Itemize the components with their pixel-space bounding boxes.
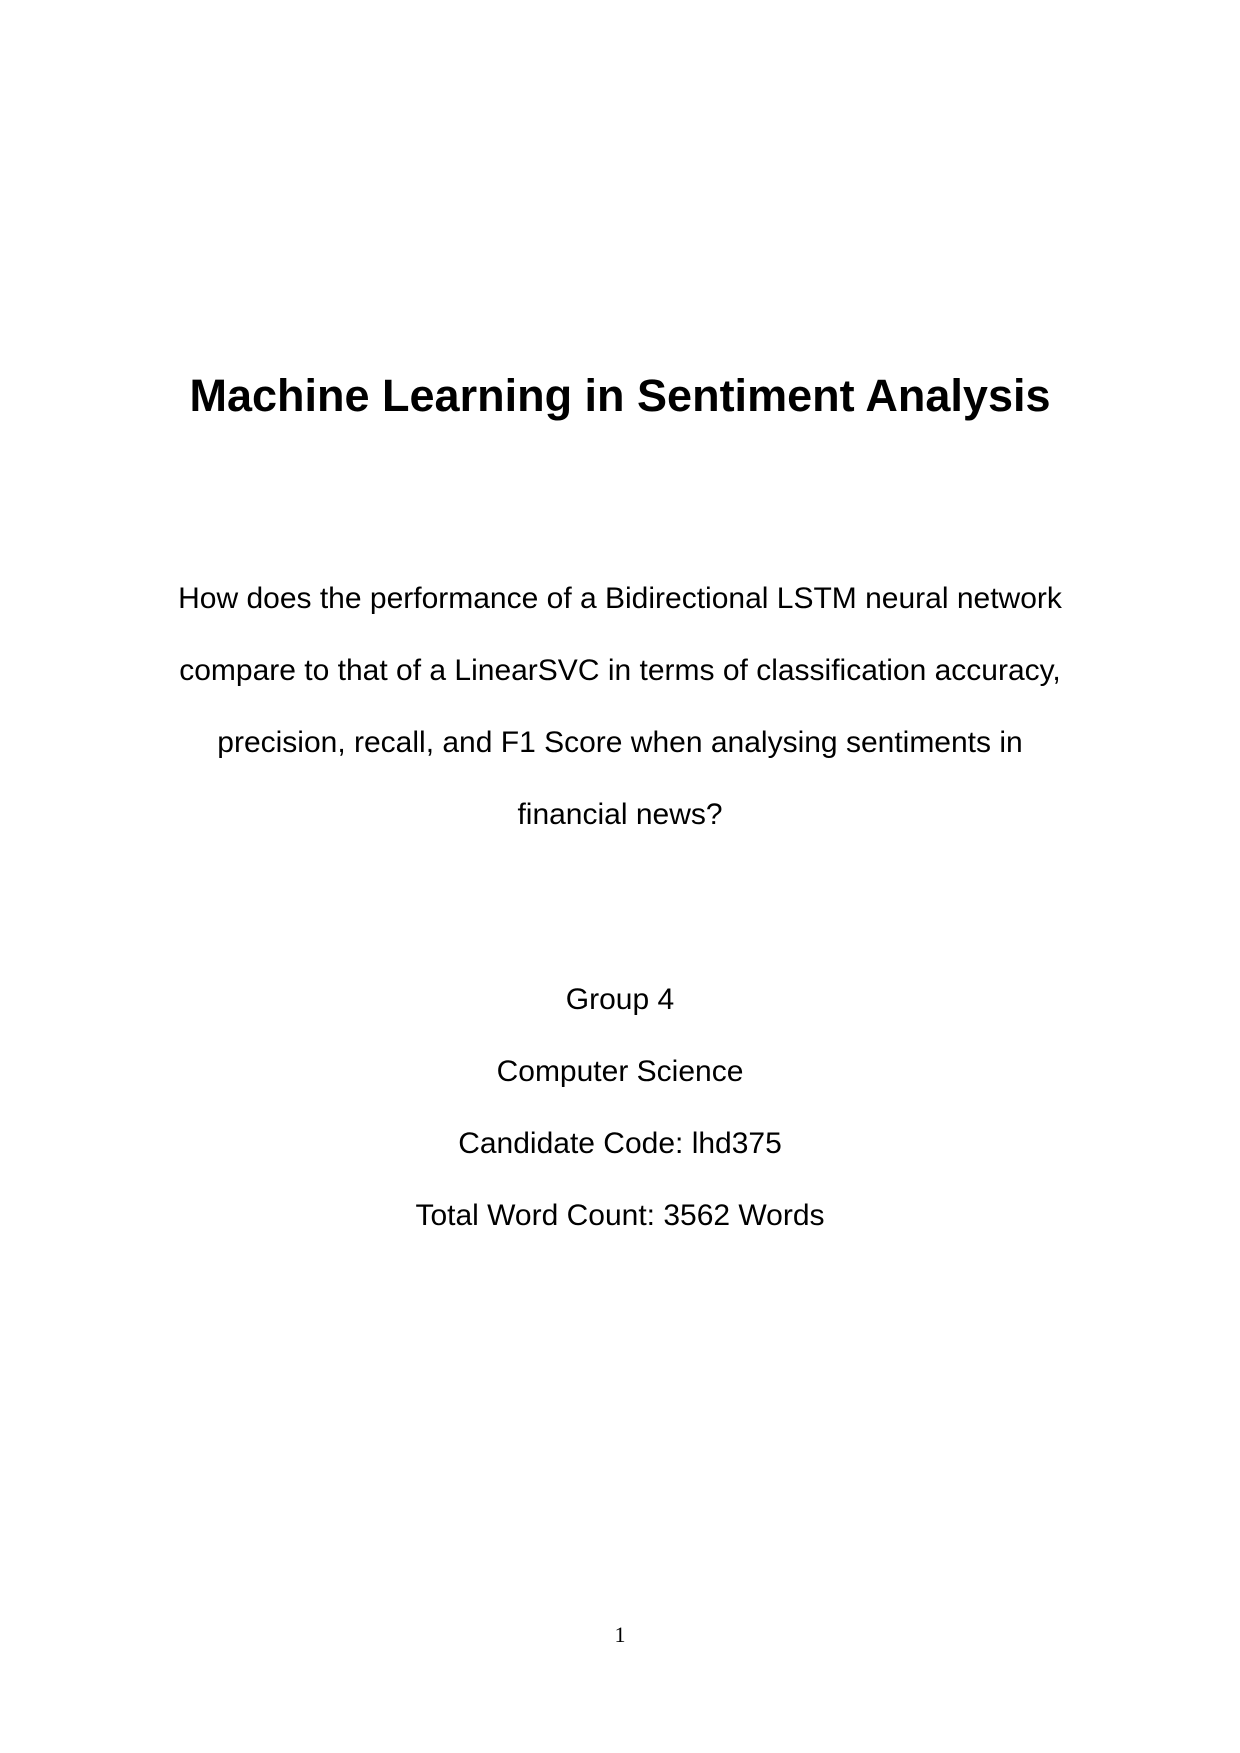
word-count: Total Word Count: 3562 Words (415, 1199, 825, 1232)
research-question-line: compare to that of a LinearSVC in terms of classification accuracy, (179, 654, 1061, 687)
group-label: Group 4 (565, 983, 675, 1016)
subject-label: Computer Science (496, 1055, 744, 1088)
research-question-line: precision, recall, and F1 Score when analysing sentiments in (217, 726, 1023, 759)
page-number: 1 (614, 1622, 626, 1647)
page-title: Machine Learning in Sentiment Analysis (189, 370, 1051, 421)
candidate-code: Candidate Code: lhd375 (458, 1127, 782, 1160)
research-question-line: How does the performance of a Bidirectional LSTM neural network (178, 582, 1062, 615)
research-question-line: financial news? (517, 798, 723, 831)
